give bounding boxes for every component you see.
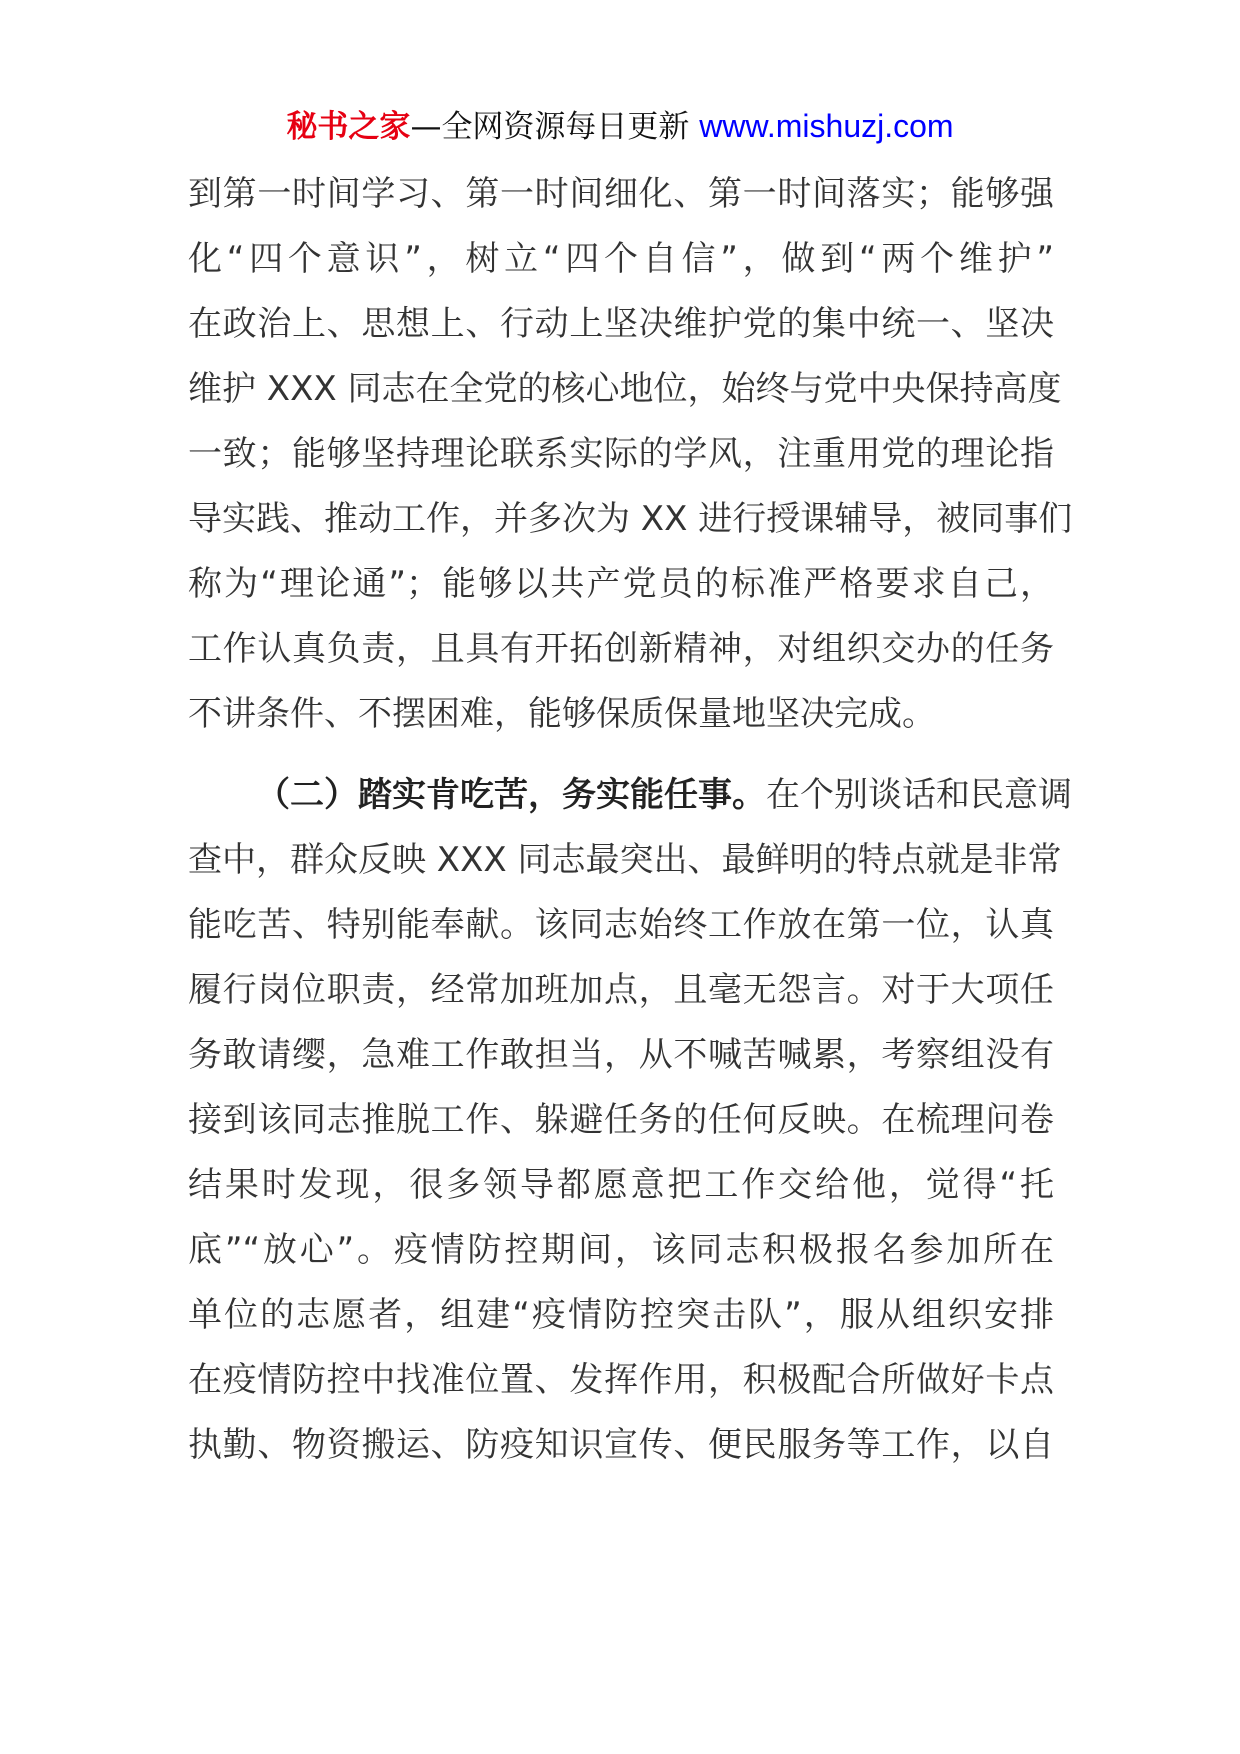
text-line: 单位的志愿者，组建“疫情防控突击队”，服从组织安排 [188, 1295, 1054, 1335]
paragraph-spacer [188, 747, 1054, 763]
section-heading: （二）踏实肯吃苦，务实能任事。 [256, 775, 766, 815]
text-line: 查中，群众反映 XXX 同志最突出、最鲜明的特点就是非常 [188, 840, 1062, 880]
paragraph-2-first-line [188, 763, 1072, 828]
text-line: 接到该同志推脱工作、躲避任务的任何反映。在梳理问卷 [188, 1100, 1054, 1140]
text-line: 务敢请缨，急难工作敢担当，从不喊苦喊累，考察组没有 [188, 1035, 1054, 1075]
text-line: 不讲条件、不摆困难，能够保质保量地坚决完成。 [188, 694, 936, 734]
text-line: 执勤、物资搬运、防疫知识宣传、便民服务等工作，以自 [188, 1425, 1054, 1465]
text-line: 底”“放心”。疫情防控期间，该同志积极报名参加所在 [188, 1230, 1054, 1270]
text-line: 履行岗位职责，经常加班加点，且毫无怨言。对于大项任 [188, 970, 1054, 1010]
brand-name: 秘书之家 [286, 109, 411, 145]
text-line: 在疫情防控中找准位置、发挥作用，积极配合所做好卡点 [188, 1360, 1054, 1400]
text-line: 在政治上、思想上、行动上坚决维护党的集中统一、坚决 [188, 304, 1054, 344]
paragraph-1 [188, 162, 1073, 747]
text-line: 能吃苦、特别能奉献。该同志始终工作放在第一位，认真 [188, 905, 1054, 945]
text-line-rest: 在个别谈话和民意调 [766, 775, 1072, 815]
text-line: 一致；能够坚持理论联系实际的学风，注重用党的理论指 [188, 434, 1054, 474]
site-url-link[interactable]: www.mishuzj.com [699, 108, 954, 144]
text-line: 结果时发现，很多领导都愿意把工作交给他，觉得“托 [188, 1165, 1054, 1205]
document-body [188, 162, 1073, 1478]
paragraph-2 [188, 763, 1072, 1478]
text-line: 称为“理论通”；能够以共产党员的标准严格要求自己， [188, 564, 1054, 604]
text-line: 维护 XXX 同志在全党的核心地位，始终与党中央保持高度 [188, 369, 1062, 409]
text-line: 化“四个意识”，树立“四个自信”，做到“两个维护” [188, 239, 1054, 279]
header-tagline: —全网资源每日更新 [410, 109, 700, 145]
text-line: 导实践、推动工作，并多次为 XX 进行授课辅导，被同事们 [188, 499, 1073, 539]
text-line: 工作认真负责，且具有开拓创新精神，对组织交办的任务 [188, 629, 1054, 669]
text-line: 到第一时间学习、第一时间细化、第一时间落实；能够强 [188, 174, 1054, 214]
site-header [0, 104, 1240, 149]
